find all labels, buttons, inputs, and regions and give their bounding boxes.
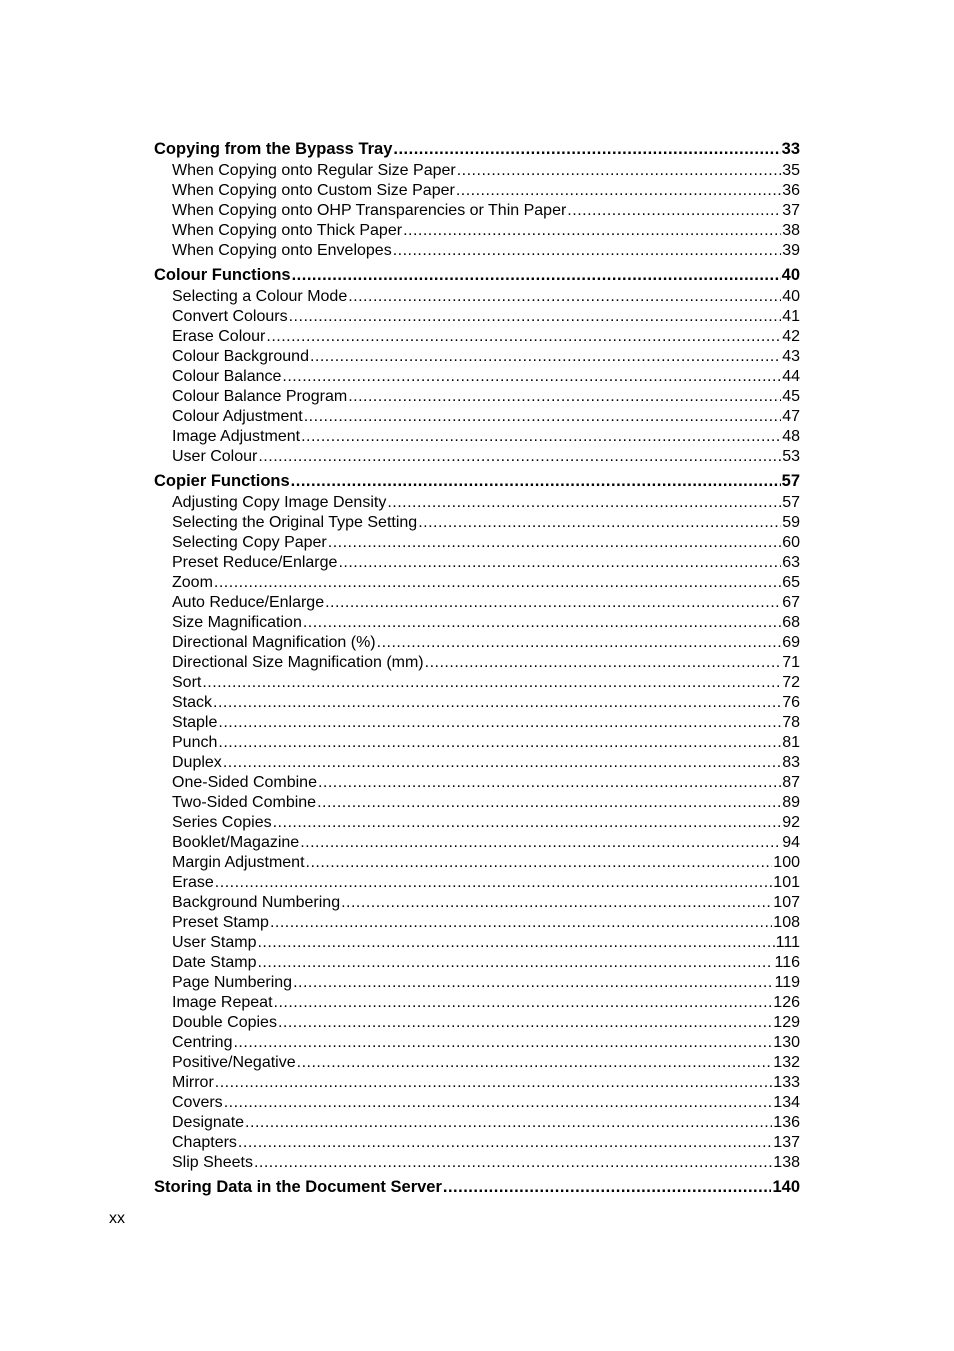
toc-entry-title: Two-Sided Combine — [172, 794, 317, 811]
toc-entry-title: Size Magnification — [172, 614, 302, 631]
dot-leader — [300, 833, 781, 853]
dot-leader — [238, 1133, 772, 1153]
toc-entry-title: Stack — [172, 694, 213, 711]
toc-page-number: 72 — [782, 674, 800, 691]
dot-leader — [292, 263, 781, 287]
toc-entry[interactable] — [154, 407, 800, 427]
toc-page-number: 83 — [782, 754, 800, 771]
toc-entry-title: Colour Background — [172, 348, 309, 365]
toc-page-number: 53 — [782, 448, 800, 465]
toc-page-number: 94 — [782, 834, 800, 851]
dot-leader — [567, 201, 781, 221]
dot-leader — [303, 613, 781, 633]
toc-page-number: 67 — [782, 594, 800, 611]
dot-leader — [418, 513, 781, 533]
toc-entry-title: Colour Functions — [154, 266, 291, 284]
dot-leader — [270, 913, 772, 933]
toc-entry[interactable] — [154, 201, 800, 221]
toc-entry[interactable] — [154, 833, 800, 853]
toc-entry[interactable] — [154, 873, 800, 893]
toc-entry-title: Mirror — [172, 1074, 214, 1091]
toc-entry-title: Adjusting Copy Image Density — [172, 494, 387, 511]
toc-entry[interactable] — [154, 593, 800, 613]
toc-page-number: 68 — [782, 614, 800, 631]
dot-leader — [218, 713, 781, 733]
dot-leader — [245, 1113, 772, 1133]
toc-page-number: 136 — [773, 1114, 800, 1131]
dot-leader — [328, 533, 781, 553]
dot-leader — [325, 593, 781, 613]
toc-entry[interactable] — [154, 327, 800, 347]
toc-page-number: 63 — [782, 554, 800, 571]
toc-section — [154, 137, 800, 261]
toc-entry-title: User Colour — [172, 448, 258, 465]
toc-entry[interactable] — [154, 161, 800, 181]
toc-entry[interactable] — [154, 633, 800, 653]
dot-leader — [214, 573, 781, 593]
toc-entry-title: Centring — [172, 1034, 233, 1051]
toc-page-number: 42 — [782, 328, 800, 345]
dot-leader — [224, 1093, 773, 1113]
toc-entry[interactable] — [154, 241, 800, 261]
toc-page-number: 134 — [773, 1094, 800, 1111]
toc-section — [154, 263, 800, 467]
toc-entry-title: Selecting the Original Type Setting — [172, 514, 418, 531]
toc-entry-title: Sort — [172, 674, 202, 691]
toc-entry[interactable] — [154, 1033, 800, 1053]
toc-page-number: 45 — [782, 388, 800, 405]
toc-entry[interactable] — [154, 287, 800, 307]
toc-entry[interactable] — [154, 793, 800, 813]
toc-entry[interactable] — [154, 1153, 800, 1173]
toc-page-number: 116 — [774, 954, 800, 971]
toc-entry-title: Directional Size Magnification (mm) — [172, 654, 424, 671]
dot-leader — [306, 853, 773, 873]
toc-page-number: 89 — [782, 794, 800, 811]
toc-page-number: 41 — [782, 308, 800, 325]
dot-leader — [278, 1013, 772, 1033]
toc-entry-title: Storing Data in the Document Server — [154, 1178, 442, 1196]
dot-leader — [403, 221, 781, 241]
toc-entry-title: When Copying onto Thick Paper — [172, 222, 403, 239]
toc-page-number: 133 — [773, 1074, 800, 1091]
toc-entry[interactable] — [154, 853, 800, 873]
dot-leader — [223, 753, 781, 773]
toc-entry[interactable] — [154, 493, 800, 513]
dot-leader — [377, 633, 782, 653]
toc-page-number: 130 — [773, 1034, 800, 1051]
toc-entry-title: Copying from the Bypass Tray — [154, 140, 393, 158]
toc-page-number: 43 — [782, 348, 800, 365]
toc-page-number: 71 — [782, 654, 800, 671]
dot-leader — [218, 733, 781, 753]
toc-entry-title: User Stamp — [172, 934, 257, 951]
toc-entry[interactable] — [154, 613, 800, 633]
toc-section-heading[interactable] — [154, 263, 800, 287]
dot-leader — [317, 793, 781, 813]
dot-leader — [310, 347, 781, 367]
toc-page-number: 65 — [782, 574, 800, 591]
dot-leader — [393, 137, 780, 161]
dot-leader — [348, 287, 781, 307]
toc-entry-title: Positive/Negative — [172, 1054, 296, 1071]
dot-leader — [297, 1053, 773, 1073]
toc-entry[interactable] — [154, 993, 800, 1013]
toc-entry[interactable] — [154, 367, 800, 387]
toc-entry[interactable] — [154, 221, 800, 241]
dot-leader — [348, 387, 781, 407]
toc-page-number: 40 — [782, 288, 800, 305]
toc-entry[interactable] — [154, 307, 800, 327]
toc-entry-title: Image Adjustment — [172, 428, 301, 445]
dot-leader — [341, 893, 772, 913]
toc-page-number: 87 — [782, 774, 800, 791]
toc-entry[interactable] — [154, 973, 800, 993]
toc-entry-title: Slip Sheets — [172, 1154, 253, 1171]
toc-entry-title: When Copying onto Regular Size Paper — [172, 162, 456, 179]
toc-entry-title: Zoom — [172, 574, 213, 591]
toc-page-number: 37 — [782, 202, 800, 219]
toc-page-number: 69 — [782, 634, 800, 651]
toc-page-number: 119 — [774, 974, 800, 991]
toc-page-number: 57 — [781, 472, 800, 490]
toc-entry[interactable] — [154, 893, 800, 913]
toc-page-number: 129 — [773, 1014, 800, 1031]
toc-entry-title: Preset Reduce/Enlarge — [172, 554, 338, 571]
toc-page-number: 35 — [782, 162, 800, 179]
toc-entry[interactable] — [154, 653, 800, 673]
toc-entry-title: Colour Balance Program — [172, 388, 348, 405]
toc-entry[interactable] — [154, 1133, 800, 1153]
toc-entry[interactable] — [154, 1073, 800, 1093]
toc-entry[interactable] — [154, 933, 800, 953]
toc-entry[interactable] — [154, 553, 800, 573]
toc-page-number: 92 — [782, 814, 800, 831]
toc-entry-title: One-Sided Combine — [172, 774, 317, 791]
dot-leader — [257, 953, 773, 973]
toc-page-number: 60 — [782, 534, 800, 551]
toc-page-number: 108 — [773, 914, 800, 931]
toc-entry-title: When Copying onto Envelopes — [172, 242, 392, 259]
toc-page-number: 47 — [782, 408, 800, 425]
toc-entry[interactable] — [154, 533, 800, 553]
toc-entry[interactable] — [154, 347, 800, 367]
toc-entry-title: When Copying onto OHP Transparencies or Thin Paper — [172, 202, 567, 219]
toc-entry[interactable] — [154, 1093, 800, 1113]
toc-page-number: 76 — [782, 694, 800, 711]
dot-leader — [282, 367, 781, 387]
dot-leader — [301, 427, 781, 447]
dot-leader — [387, 493, 781, 513]
dot-leader — [393, 241, 782, 261]
toc-entry-title: Duplex — [172, 754, 222, 771]
toc-entry-title: Double Copies — [172, 1014, 277, 1031]
toc-page-number: 126 — [773, 994, 800, 1011]
dot-leader — [257, 933, 774, 953]
toc-page-number: 100 — [773, 854, 800, 871]
dot-leader — [425, 653, 782, 673]
toc-entry[interactable] — [154, 953, 800, 973]
table-of-contents — [154, 137, 800, 1201]
toc-entry[interactable] — [154, 1013, 800, 1033]
toc-section — [154, 469, 800, 1173]
toc-entry-title: Directional Magnification (%) — [172, 634, 376, 651]
toc-entry-title: Selecting a Colour Mode — [172, 288, 348, 305]
toc-page-number: 107 — [773, 894, 800, 911]
toc-entry[interactable] — [154, 181, 800, 201]
toc-page-number: 44 — [782, 368, 800, 385]
dot-leader — [215, 873, 773, 893]
dot-leader — [293, 973, 773, 993]
toc-page-number: 111 — [775, 934, 800, 951]
page-folio: xx — [109, 1210, 125, 1227]
dot-leader — [233, 1033, 772, 1053]
dot-leader — [318, 773, 781, 793]
toc-page-number: 137 — [773, 1134, 800, 1151]
toc-page-number: 38 — [782, 222, 800, 239]
toc-entry-title: Staple — [172, 714, 218, 731]
toc-entry[interactable] — [154, 693, 800, 713]
toc-page-number: 101 — [773, 874, 800, 891]
dot-leader — [289, 307, 782, 327]
dot-leader — [291, 469, 781, 493]
dot-leader — [273, 813, 782, 833]
toc-entry[interactable] — [154, 713, 800, 733]
toc-entry[interactable] — [154, 753, 800, 773]
toc-section-heading[interactable] — [154, 137, 800, 161]
dot-leader — [274, 993, 773, 1013]
toc-entry-title: Date Stamp — [172, 954, 257, 971]
dot-leader — [213, 693, 781, 713]
toc-entry-title: Colour Adjustment — [172, 408, 303, 425]
toc-entry-title: Page Numbering — [172, 974, 293, 991]
dot-leader — [443, 1175, 772, 1199]
toc-entry-title: Margin Adjustment — [172, 854, 305, 871]
dot-leader — [338, 553, 781, 573]
toc-page-number: 39 — [782, 242, 800, 259]
toc-entry-title: Erase Colour — [172, 328, 266, 345]
toc-page-number: 132 — [773, 1054, 800, 1071]
toc-entry-title: Auto Reduce/Enlarge — [172, 594, 325, 611]
toc-entry-title: Colour Balance — [172, 368, 282, 385]
toc-entry[interactable] — [154, 813, 800, 833]
dot-leader — [266, 327, 781, 347]
dot-leader — [258, 447, 781, 467]
toc-entry-title: Series Copies — [172, 814, 272, 831]
toc-entry-title: Convert Colours — [172, 308, 288, 325]
toc-entry[interactable] — [154, 773, 800, 793]
toc-page-number: 33 — [781, 140, 800, 158]
toc-entry[interactable] — [154, 733, 800, 753]
toc-page-number: 59 — [782, 514, 800, 531]
toc-entry[interactable] — [154, 1053, 800, 1073]
toc-section — [154, 1175, 800, 1199]
toc-page-number: 81 — [782, 734, 800, 751]
toc-entry-title: Selecting Copy Paper — [172, 534, 327, 551]
toc-page-number: 78 — [782, 714, 800, 731]
dot-leader — [202, 673, 781, 693]
toc-entry[interactable] — [154, 673, 800, 693]
toc-entry[interactable] — [154, 427, 800, 447]
toc-page-number: 40 — [781, 266, 800, 284]
dot-leader — [457, 161, 781, 181]
toc-page-number: 57 — [782, 494, 800, 511]
dot-leader — [254, 1153, 772, 1173]
toc-entry-title: Preset Stamp — [172, 914, 269, 931]
dot-leader — [304, 407, 781, 427]
toc-entry-title: Chapters — [172, 1134, 237, 1151]
toc-page-number: 138 — [773, 1154, 800, 1171]
toc-page-number: 36 — [782, 182, 800, 199]
toc-entry-title: Punch — [172, 734, 218, 751]
dot-leader — [215, 1073, 773, 1093]
toc-entry-title: Copier Functions — [154, 472, 290, 490]
toc-entry-title: When Copying onto Custom Size Paper — [172, 182, 455, 199]
toc-entry[interactable] — [154, 387, 800, 407]
toc-page-number: 48 — [782, 428, 800, 445]
toc-entry-title: Booklet/Magazine — [172, 834, 300, 851]
toc-entry-title: Covers — [172, 1094, 223, 1111]
toc-page-number: 140 — [772, 1178, 800, 1196]
toc-entry-title: Background Numbering — [172, 894, 341, 911]
toc-entry[interactable] — [154, 513, 800, 533]
toc-entry[interactable] — [154, 573, 800, 593]
toc-section-heading[interactable] — [154, 1175, 800, 1199]
dot-leader — [456, 181, 781, 201]
toc-entry[interactable] — [154, 447, 800, 467]
toc-entry-title: Image Repeat — [172, 994, 273, 1011]
toc-entry[interactable] — [154, 1113, 800, 1133]
toc-entry[interactable] — [154, 913, 800, 933]
toc-section-heading[interactable] — [154, 469, 800, 493]
toc-entry-title: Erase — [172, 874, 214, 891]
toc-entry-title: Designate — [172, 1114, 245, 1131]
